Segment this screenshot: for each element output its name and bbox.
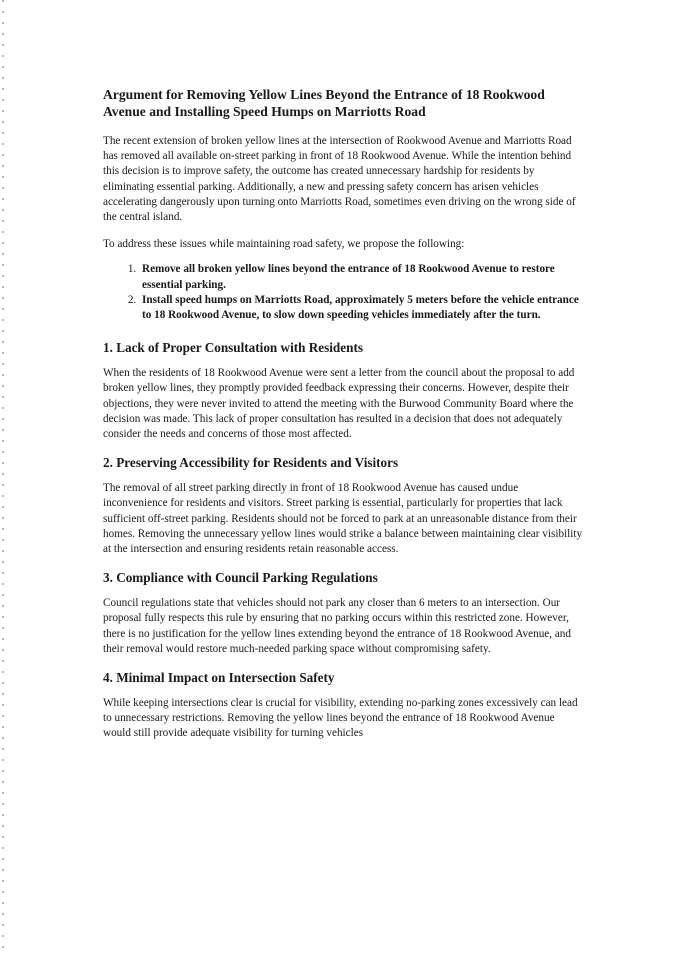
proposal-item (139, 293, 585, 323)
intro-paragraph: The recent extension of broken yellow lines at the intersection of Rookwood Avenue and Marriotts Road has removed all available on-street parking in front of 18 Rookwood Avenue. While the intention behind this decision is to improve safety, the outcome has created unnecessary hardship for residents by eliminating essential parking. Additionally, a new and pressing safety concern has arisen vehicles accelerating dangerously upon turning onto Marriotts Road, sometimes even driving on the wrong side of the central island. (103, 135, 576, 224)
section-accessibility (103, 454, 585, 557)
document-title: Argument for Removing Yellow Lines Beyond the Entrance of 18 Rookwood Avenue and Installing Speed Humps on Marriotts Road (103, 87, 545, 119)
section-body: The removal of all street parking directly in front of 18 Rookwood Avenue has caused undue inconvenience for residents and visitors. Street parking is essential, particularly for properties that lack sufficient off-street parking. Residents should not be forced to park at an unreasonable distance from their homes. Removing the unnecessary yellow lines would strike a balance between maintaining clear visibility at the intersection and ensuring residents retain reasonable access. (103, 482, 583, 556)
section-body: When the residents of 18 Rookwood Avenue were sent a letter from the council about the proposal to add broken yellow lines, they promptly provided feedback expressing their concerns. However, despite their objections, they were never invited to attend the meeting with the Burwood Community Board where the decision was made. This lack of proper consultation has resulted in a decision that does not adequately consider the needs and concerns of those most affected. (103, 367, 575, 441)
section-compliance (103, 569, 585, 657)
section-heading: 1. Lack of Proper Consultation with Residents (103, 340, 363, 356)
section-heading: 2. Preserving Accessibility for Residents and Visitors (103, 455, 399, 471)
proposal-lead: To address these issues while maintaining road safety, we propose the following: (103, 238, 465, 251)
section-heading: 3. Compliance with Council Parking Regulations (103, 570, 378, 586)
proposal-item-text: Install speed humps on Marriotts Road, approximately 5 meters before the vehicle entrance to 18 Rookwood Avenue, to slow down speeding vehicles immediately after the turn. (142, 293, 579, 322)
section-body: While keeping intersections clear is crucial for visibility, extending no-parking zones excessively can lead to unnecessary restrictions. Removing the yellow lines beyond the entrance of 18 Rookwood Avenue would still provide adequate visibility for turning vehicles (103, 697, 578, 740)
proposal-list (103, 262, 585, 323)
section-intersection-safety (103, 669, 585, 742)
proposal-item-text: Remove all broken yellow lines beyond the entrance of 18 Rookwood Avenue to restore essential parking. (142, 263, 555, 291)
section-heading: 4. Minimal Impact on Intersection Safety (103, 670, 335, 686)
section-consultation (103, 339, 585, 442)
proposal-item (139, 262, 585, 292)
document-page (103, 86, 585, 754)
section-body: Council regulations state that vehicles should not park any closer than 6 meters to an intersection. Our proposal fully respects this rule by ensuring that no parking occurs within this restricted zone. However, there is no justification for the yellow lines extending beyond the entrance of 18 Rookwood Avenue, and their removal would restore much-needed parking space without compromising safety. (103, 597, 571, 655)
scan-left-edge (2, 0, 4, 955)
